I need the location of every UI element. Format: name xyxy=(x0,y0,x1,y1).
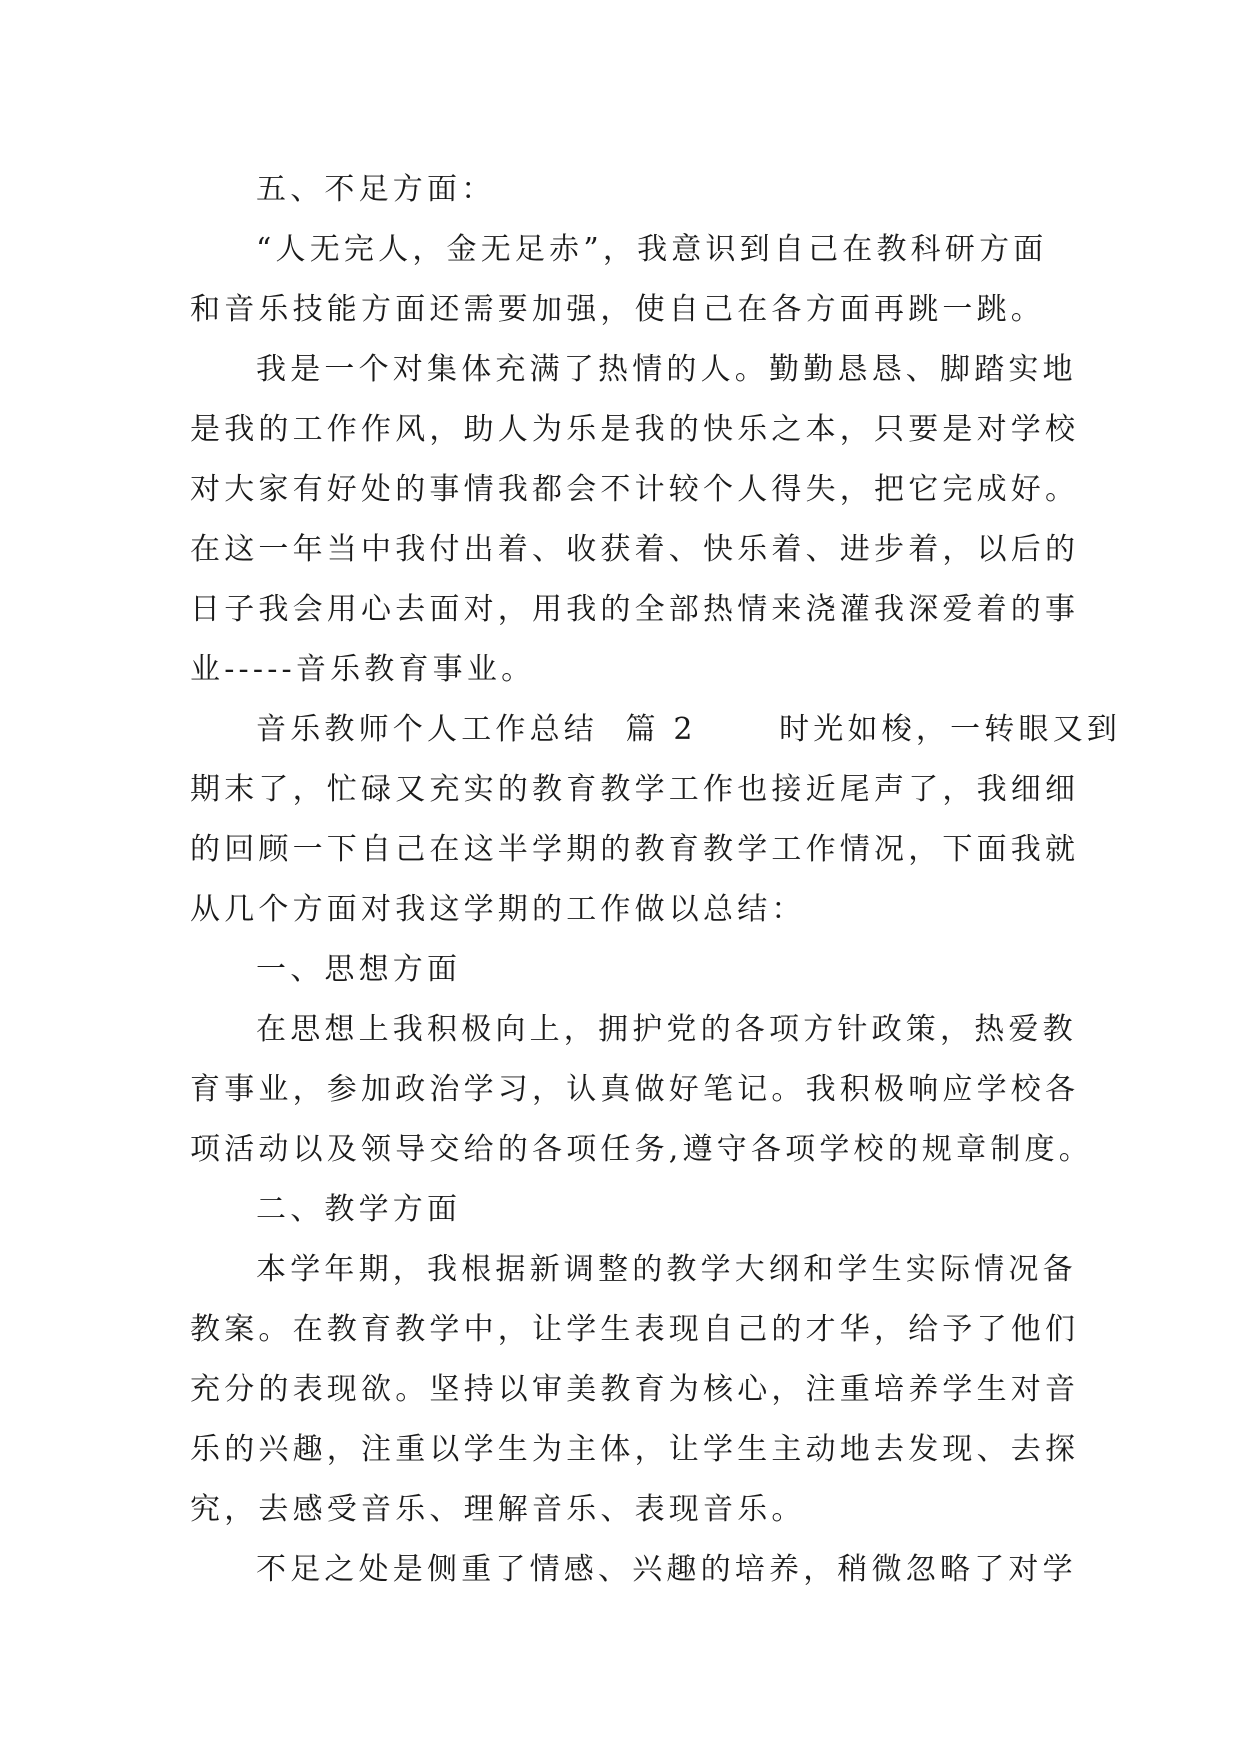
paragraph-line: 项活动以及领导交给的各项任务,遵守各项学校的规章制度。 xyxy=(190,1132,1093,1167)
paragraph-line: 对大家有好处的事情我都会不计较个人得失，把它完成好。 xyxy=(190,472,1080,507)
paragraph-line: 育事业，参加政治学习，认真做好笔记。我积极响应学校各 xyxy=(190,1072,1080,1107)
paragraph-line: 在思想上我积极向上，拥护党的各项方针政策，热爱教 xyxy=(256,1012,1077,1047)
heading-shortcomings: 五、不足方面： xyxy=(256,172,496,207)
paragraph-line: 期末了，忙碌又充实的教育教学工作也接近尾声了，我细细 xyxy=(190,772,1080,807)
paragraph-line: 是我的工作作风，助人为乐是我的快乐之本，只要是对学校 xyxy=(190,412,1080,447)
paragraph-line: 乐的兴趣，注重以学生为主体，让学生主动地去发现、去探 xyxy=(190,1432,1080,1467)
paragraph-line: 教案。在教育教学中，让学生表现自己的才华，给予了他们 xyxy=(190,1312,1080,1347)
paragraph-line: 日子我会用心去面对，用我的全部热情来浇灌我深爱着的事 xyxy=(190,592,1080,627)
paragraph-line: 业-----音乐教育事业。 xyxy=(190,652,536,687)
paragraph-line: 本学年期，我根据新调整的教学大纲和学生实际情况备 xyxy=(256,1252,1077,1287)
heading-teaching: 二、教学方面 xyxy=(256,1192,462,1227)
section-title-line: 音乐教师个人工作总结 篇 2 时光如梭，一转眼又到 xyxy=(256,712,1122,747)
paragraph-line: 在这一年当中我付出着、收获着、快乐着、进步着，以后的 xyxy=(190,532,1080,567)
paragraph-line: 从几个方面对我这学期的工作做以总结： xyxy=(190,892,806,927)
paragraph-line: 不足之处是侧重了情感、兴趣的培养，稍微忽略了对学 xyxy=(256,1552,1077,1587)
paragraph-line: 究，去感受音乐、理解音乐、表现音乐。 xyxy=(190,1492,806,1527)
paragraph-line: “人无完人，金无足赤”，我意识到自己在教科研方面 xyxy=(256,232,1048,267)
paragraph-line: 充分的表现欲。坚持以审美教育为核心，注重培养学生对音 xyxy=(190,1372,1080,1407)
document-body xyxy=(190,160,1122,1600)
paragraph-line: 和音乐技能方面还需要加强，使自己在各方面再跳一跳。 xyxy=(190,292,1045,327)
paragraph-line: 我是一个对集体充满了热情的人。勤勤恳恳、脚踏实地 xyxy=(256,352,1077,387)
paragraph-line: 的回顾一下自己在这半学期的教育教学工作情况，下面我就 xyxy=(190,832,1080,867)
heading-thought: 一、思想方面 xyxy=(256,952,462,987)
